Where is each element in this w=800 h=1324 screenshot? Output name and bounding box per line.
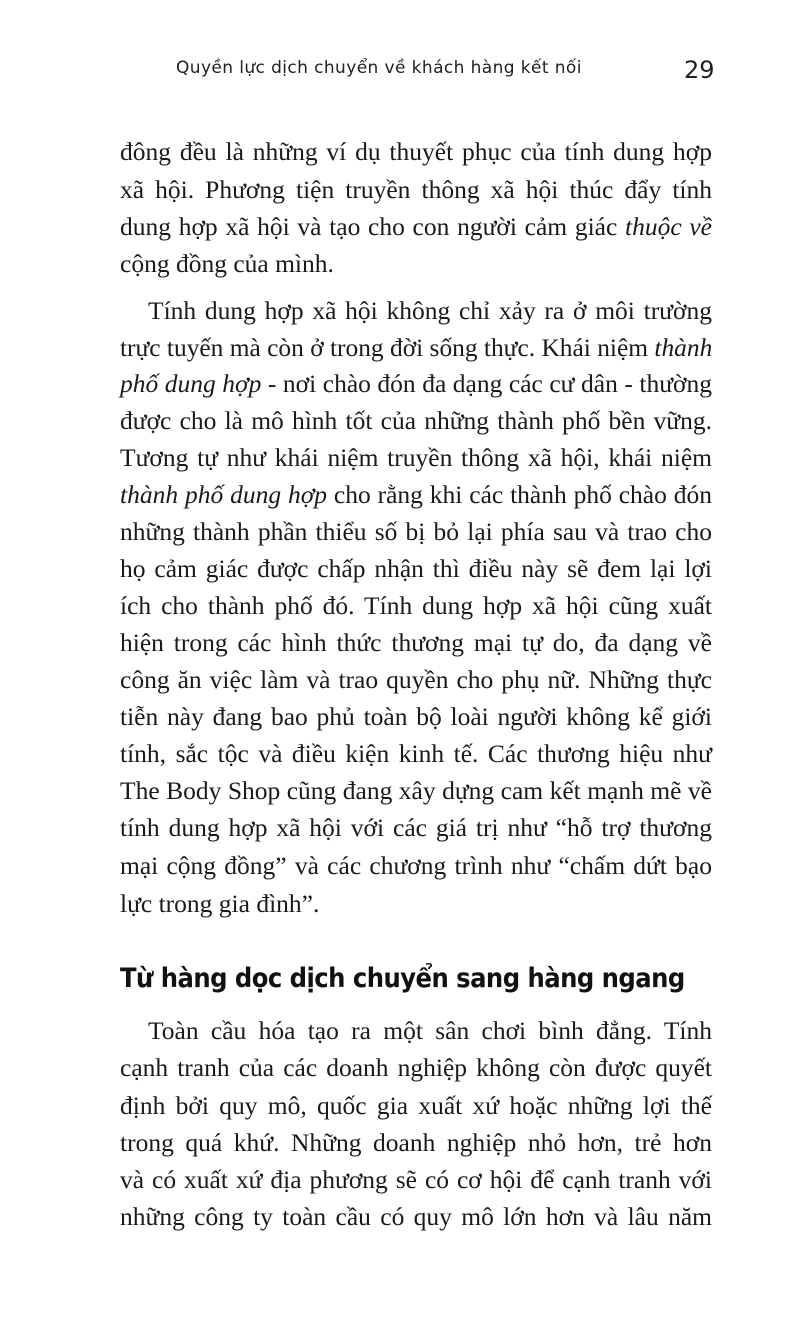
- text-line: những công ty toàn cầu có quy mô lớn hơn và lâu năm: [120, 1202, 712, 1231]
- text-line: tiễn này đang bao phủ toàn bộ loài người không kể giới: [120, 702, 712, 731]
- italic-text: phố dung hợp: [120, 369, 262, 398]
- text-line: trong quá khứ. Những doanh nghiệp nhỏ hơn, trẻ hơn: [120, 1128, 712, 1157]
- text-line: và có xuất xứ địa phương sẽ có cơ hội để cạnh tranh với: [120, 1165, 712, 1194]
- text-line: cộng đồng của mình.: [120, 249, 334, 278]
- text-line: định bởi quy mô, quốc gia xuất xứ hoặc những lợi thế: [120, 1091, 712, 1120]
- text-line: Toàn cầu hóa tạo ra một sân chơi bình đẳng. Tính: [148, 1016, 712, 1045]
- text-line: những thành phần thiểu số bị bỏ lại phía sau và trao cho: [120, 517, 712, 546]
- text-line: mại cộng đồng” và các chương trình như “chấm dứt bạo: [120, 851, 712, 880]
- italic-text: thành phố dung hợp: [120, 480, 328, 509]
- text-run: cho rằng khi các thành phố chào đón: [327, 480, 712, 509]
- text-line: Tính dung hợp xã hội không chỉ xảy ra ở môi trường: [148, 296, 712, 325]
- page-number: 29: [684, 56, 715, 84]
- section-heading: Từ hàng dọc dịch chuyển sang hàng ngang: [120, 963, 685, 994]
- text-line: đông đều là những ví dụ thuyết phục của tính dung hợp: [120, 137, 712, 166]
- text-line: lực trong gia đình”.: [120, 889, 320, 918]
- text-line: công ăn việc làm và trao quyền cho phụ nữ. Những thực: [120, 665, 712, 694]
- text-line: họ cảm giác được chấp nhận thì điều này sẽ đem lại lợi: [120, 554, 712, 583]
- text-line: cạnh tranh của các doanh nghiệp không còn được quyết: [120, 1053, 712, 1082]
- text-line: tính, sắc tộc và điều kiện kinh tế. Các thương hiệu như: [120, 739, 712, 768]
- text-line: [120, 212, 712, 242]
- text-line: [120, 480, 712, 510]
- text-line: được cho là mô hình tốt của những thành phố bền vững.: [120, 406, 712, 435]
- running-header: Quyền lực dịch chuyển về khách hàng kết nối: [176, 58, 582, 78]
- text-line: [120, 369, 712, 399]
- text-line: tính dung hợp xã hội với các giá trị như “hỗ trợ thương: [120, 813, 712, 842]
- text-run: - nơi chào đón đa dạng các cư dân - thường: [261, 369, 712, 398]
- text-line: The Body Shop cũng đang xây dựng cam kết mạnh mẽ về: [120, 776, 712, 805]
- text-run: trực tuyến mà còn ở trong đời sống thực. Khái niệm: [120, 333, 655, 362]
- text-line: xã hội. Phương tiện truyền thông xã hội thúc đẩy tính: [120, 175, 712, 204]
- italic-text: thuộc về: [625, 212, 713, 241]
- text-line: ích cho thành phố đó. Tính dung hợp xã hội cũng xuất: [120, 591, 712, 620]
- text-line: hiện trong các hình thức thương mại tự do, đa dạng về: [120, 628, 712, 657]
- text-line: [120, 333, 712, 363]
- italic-text: thành: [654, 333, 713, 362]
- text-run: dung hợp xã hội và tạo cho con người cảm giác: [120, 212, 626, 241]
- text-line: Tương tự như khái niệm truyền thông xã hội, khái niệm: [120, 443, 712, 472]
